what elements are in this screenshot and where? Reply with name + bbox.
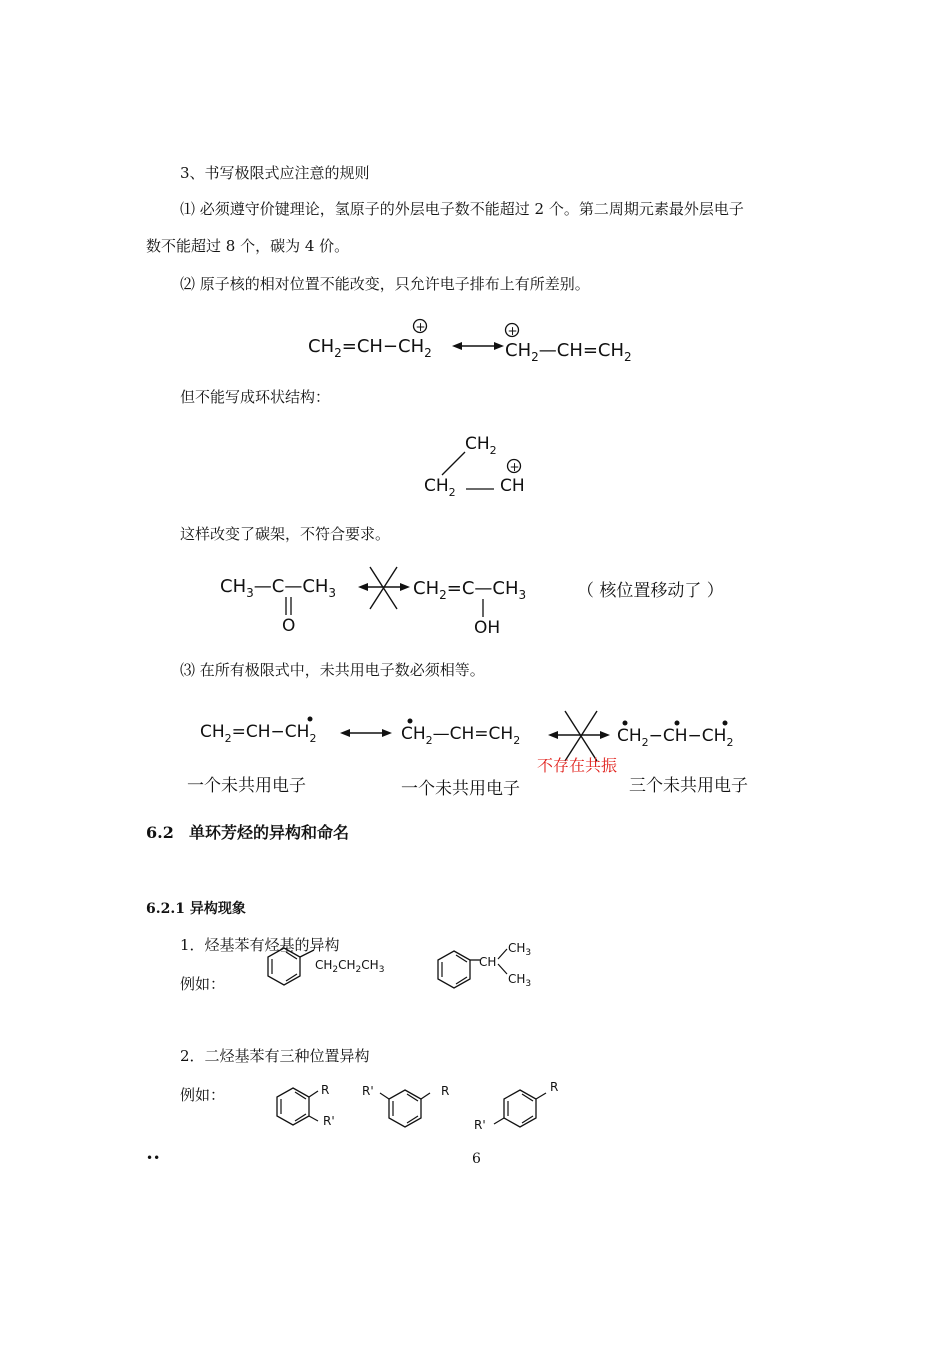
benzene-ring — [504, 1090, 536, 1127]
triradical-c: $CH_2-CH-CH_2$ — [617, 726, 734, 749]
propyl-chain: $CH_2CH_2CH_3$ — [315, 958, 385, 975]
acetone-formula: $CH_3—C—CH_3$ — [220, 576, 337, 600]
item-1: 1．烃基苯有烃基的异构 — [180, 936, 340, 954]
isopropyl-ch: CH — [479, 955, 497, 969]
meta-disubstituted-benzene — [358, 1078, 458, 1138]
subsection-title: 6.2.1 异构现象 — [146, 901, 246, 917]
footer-dots: •• — [146, 1151, 161, 1165]
item-2: 2．二烃基苯有三种位置异构 — [180, 1047, 370, 1065]
substituent-r-prime: R' — [362, 1084, 374, 1098]
allyl-cation-resonance — [300, 310, 660, 370]
rule-1-line-1: ⑴ 必须遵守价键理论，氢原子的外层电子数不能超过 2 个。第二周期元素最外层电子 — [180, 200, 744, 218]
substituent-r-prime: R' — [474, 1118, 486, 1132]
label-three-unpaired: 三个未共用电子 — [629, 776, 748, 796]
ortho-disubstituted-benzene — [268, 1078, 348, 1138]
isopropyl-methyl-top: $CH_3$ — [508, 941, 532, 958]
ring-left-ch2: $CH_2$ — [424, 476, 456, 499]
benzene-ring — [277, 1088, 309, 1125]
cyclopropyl-cation — [410, 425, 550, 505]
no-ring-text: 但不能写成环状结构： — [180, 388, 331, 406]
substituent-r: R — [441, 1084, 450, 1098]
benzene-ring — [268, 948, 300, 985]
no-resonance-label: 不存在共振 — [537, 756, 618, 775]
charge-sign: + — [415, 320, 426, 334]
keto-enol-comparison — [215, 565, 755, 645]
isopropylbenzene-structure — [430, 937, 550, 1003]
unpaired-electron-comparison — [185, 705, 785, 800]
charge-sign: + — [507, 324, 518, 338]
isopropyl-methyl-bottom: $CH_3$ — [508, 972, 532, 989]
ring-top-ch2: $CH_2$ — [465, 434, 497, 457]
allyl-right-formula: $CH_2—CH=CH_2$ — [505, 340, 632, 364]
skeleton-text: 这样改变了碳架，不符合要求。 — [180, 525, 391, 543]
example-label-1: 例如： — [180, 975, 226, 993]
label-one-unpaired-b: 一个未共用电子 — [401, 779, 520, 799]
ring-right-ch: CH — [500, 476, 525, 496]
benzene-ring — [438, 951, 470, 988]
enol-formula: $CH_2=C—CH_3$ — [413, 578, 527, 602]
carbonyl-oxygen: O — [282, 616, 296, 636]
label-one-unpaired-a: 一个未共用电子 — [187, 776, 306, 796]
section-number: 6.2 — [146, 823, 174, 842]
example-label-2: 例如： — [180, 1086, 226, 1104]
allyl-radical-b: $CH_2—CH=CH_2$ — [401, 724, 521, 747]
rule-1-line-2: 数不能超过 8 个，碳为 4 价。 — [146, 237, 350, 255]
propylbenzene-structure — [258, 942, 408, 1002]
charge-sign: + — [509, 460, 520, 474]
benzene-ring — [389, 1090, 421, 1127]
allyl-left-formula: $CH_2=CH-CH_2$ — [308, 336, 432, 360]
substituent-r: R — [321, 1083, 330, 1097]
enol-hydroxyl: OH — [474, 618, 501, 638]
para-disubstituted-benzene — [470, 1075, 570, 1135]
substituent-r-prime: R' — [323, 1114, 335, 1128]
allyl-radical-a: $CH_2=CH-CH_2$ — [200, 722, 317, 745]
substituent-r: R — [550, 1080, 559, 1094]
page-number: 6 — [472, 1151, 481, 1167]
nucleus-moved-note: （ 核位置移动了 ） — [577, 581, 724, 601]
section-title: 单环芳烃的异构和命名 — [189, 823, 350, 842]
rule-2: ⑵ 原子核的相对位置不能改变，只允许电子排布上有所差别。 — [180, 275, 590, 293]
rule-3: ⑶ 在所有极限式中，未共用电子数必须相等。 — [180, 661, 485, 679]
rules-title: 3、书写极限式应注意的规则 — [180, 164, 370, 182]
